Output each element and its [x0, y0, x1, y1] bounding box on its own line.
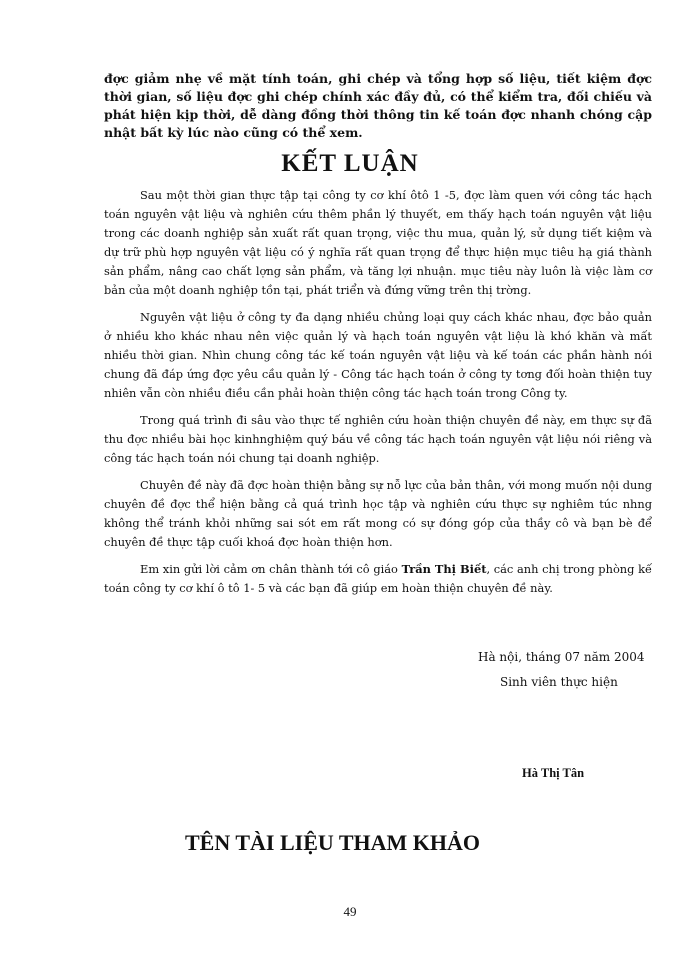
signature-role: Sinh viên thực hiện — [500, 675, 618, 689]
signature-date: Hà nội, tháng 07 năm 2004 — [478, 650, 645, 664]
thanks-text-after: , các anh chị trong phòng kế toán công ty cơ khí ô tô 1- 5 và các bạn đã giúp em hoàn thiện chuyên đề này. — [104, 562, 653, 595]
conclusion-body — [104, 186, 652, 606]
intro-paragraph: đợc giảm nhẹ về mặt tính toán, ghi chép và tổng hợp số liệu, tiết kiệm đợc thời gian, số liệu đợc ghi chép chính xác đầy đủ, có thể kiểm tra, đối chiếu và phát hiện kịp thời, dễ dàng đồng thời thông tin kế toán đợc nhanh chóng cập nhật bất kỳ lúc nào cũng có thể xem. — [104, 71, 652, 140]
page-number: 49 — [343, 904, 357, 919]
body-paragraph: Chuyên đề này đã đợc hoàn thiện bằng sự nỗ lực của bản thân, với mong muốn nội dung chuyên đề đợc thể hiện bằng cả quá trình học tập và nghiên cứu thực sự nghiêm túc nhng không thể tránh khỏi những sai sót em rất mong có sự đóng góp của thầy cô và bạn bè để chuyên đề thực tập cuối khoá đợc hoàn thiện hơn. — [104, 478, 652, 549]
body-paragraph: Trong quá trình đi sâu vào thực tế nghiên cứu hoàn thiện chuyên đề này, em thực sự đã thu đợc nhiều bài học kinhnghiệm quý báu về công tác hạch toán nguyên vật liệu nói riêng và công tác hạch toán nói chung tại doanh nghiệp. — [104, 413, 652, 465]
body-paragraph: Sau một thời gian thực tập tại công ty cơ khí ôtô 1 -5, đợc làm quen với công tác hạch toán nguyên vật liệu và nghiên cứu thêm phần lý thuyết, em thấy hạch toán nguyên vật liệu trong các doanh nghiệp sản xuất rất quan trọng, việc thu mua, quản lý, sử dụng tiết kiệm và dự trữ phù hợp nguyên vật liệu có ý nghĩa rất quan trọng để thực hiện mục tiêu hạ giá thành sản phẩm, nâng cao chất lợng sản phẩm, và tăng lợi nhuận. mục tiêu này luôn là việc làm cơ bản của một doanh nghiệp tồn tại, phát triển và đứng vững trên thị trờng. — [104, 188, 652, 297]
thanks-paragraph — [104, 560, 652, 598]
signature-name: Hà Thị Tân — [522, 766, 585, 780]
conclusion-heading: KẾT LUẬN — [281, 150, 419, 177]
thanks-text-before: Em xin gửi lời cảm ơn chân thành tới cô giáo — [140, 562, 402, 576]
body-paragraph: Nguyên vật liệu ở công ty đa dạng nhiều chủng loại quy cách khác nhau, đợc bảo quản ở nhiều kho khác nhau nên việc quản lý và hạch toán nguyên vật liệu là khó khăn và mất nhiều thời gian. Nhìn chung công tác kế toán nguyên vật liệu và kế toán các phần hành nói chung đã đáp ứng đợc yêu cầu quản lý - Công tác hạch toán ở công ty tơng đối hoàn thiện tuy nhiên vẫn còn nhiều điều cần phải hoàn thiện công tác hạch toán trong Công ty. — [104, 310, 652, 400]
teacher-name: Trần Thị Biết — [401, 562, 487, 576]
references-heading: TÊN TÀI LIỆU THAM KHẢO — [185, 830, 481, 855]
